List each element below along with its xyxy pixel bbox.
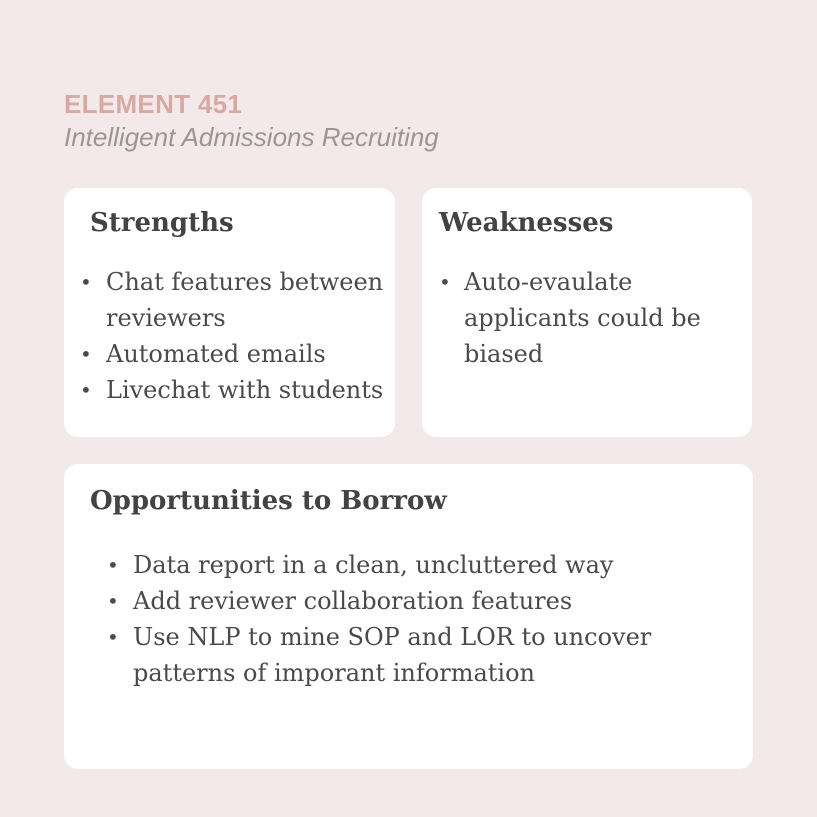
- weaknesses-title: Weaknesses: [439, 208, 614, 238]
- opportunities-title: Opportunities to Borrow: [90, 486, 447, 516]
- bullet-icon: •: [80, 270, 92, 294]
- list-item-text: Data report in a clean, uncluttered way: [133, 551, 614, 579]
- bullet-icon: •: [107, 553, 119, 577]
- bullet-icon: •: [107, 625, 119, 649]
- list-item: [80, 336, 392, 372]
- brand-tagline: Intelligent Admissions Recruiting: [64, 122, 439, 152]
- list-item: [439, 264, 734, 372]
- list-item: [107, 547, 723, 583]
- list-item-text: Use NLP to mine SOP and LOR to uncover patterns of imporant information: [133, 623, 652, 687]
- list-item-text: Chat features between reviewers: [106, 268, 384, 332]
- opportunities-card: [64, 464, 753, 769]
- bullet-icon: •: [80, 378, 92, 402]
- list-item-text: Add reviewer collaboration features: [133, 587, 573, 615]
- bullet-icon: •: [80, 342, 92, 366]
- weaknesses-list: [439, 264, 734, 372]
- list-item: [80, 372, 392, 408]
- header: [64, 88, 439, 154]
- bullet-icon: •: [107, 589, 119, 613]
- strengths-card: [64, 188, 395, 437]
- list-item: [80, 264, 392, 336]
- bullet-icon: •: [439, 270, 451, 294]
- strengths-list: [80, 264, 392, 408]
- brand-title: ELEMENT 451: [64, 89, 243, 119]
- list-item: [107, 619, 723, 691]
- list-item-text: Auto-evaulate applicants could be biased: [464, 268, 701, 368]
- list-item-text: Livechat with students: [106, 376, 384, 404]
- list-item: [107, 583, 723, 619]
- opportunities-list: [107, 547, 723, 691]
- weaknesses-card: [422, 188, 752, 437]
- list-item-text: Automated emails: [106, 340, 326, 368]
- strengths-title: Strengths: [90, 208, 234, 238]
